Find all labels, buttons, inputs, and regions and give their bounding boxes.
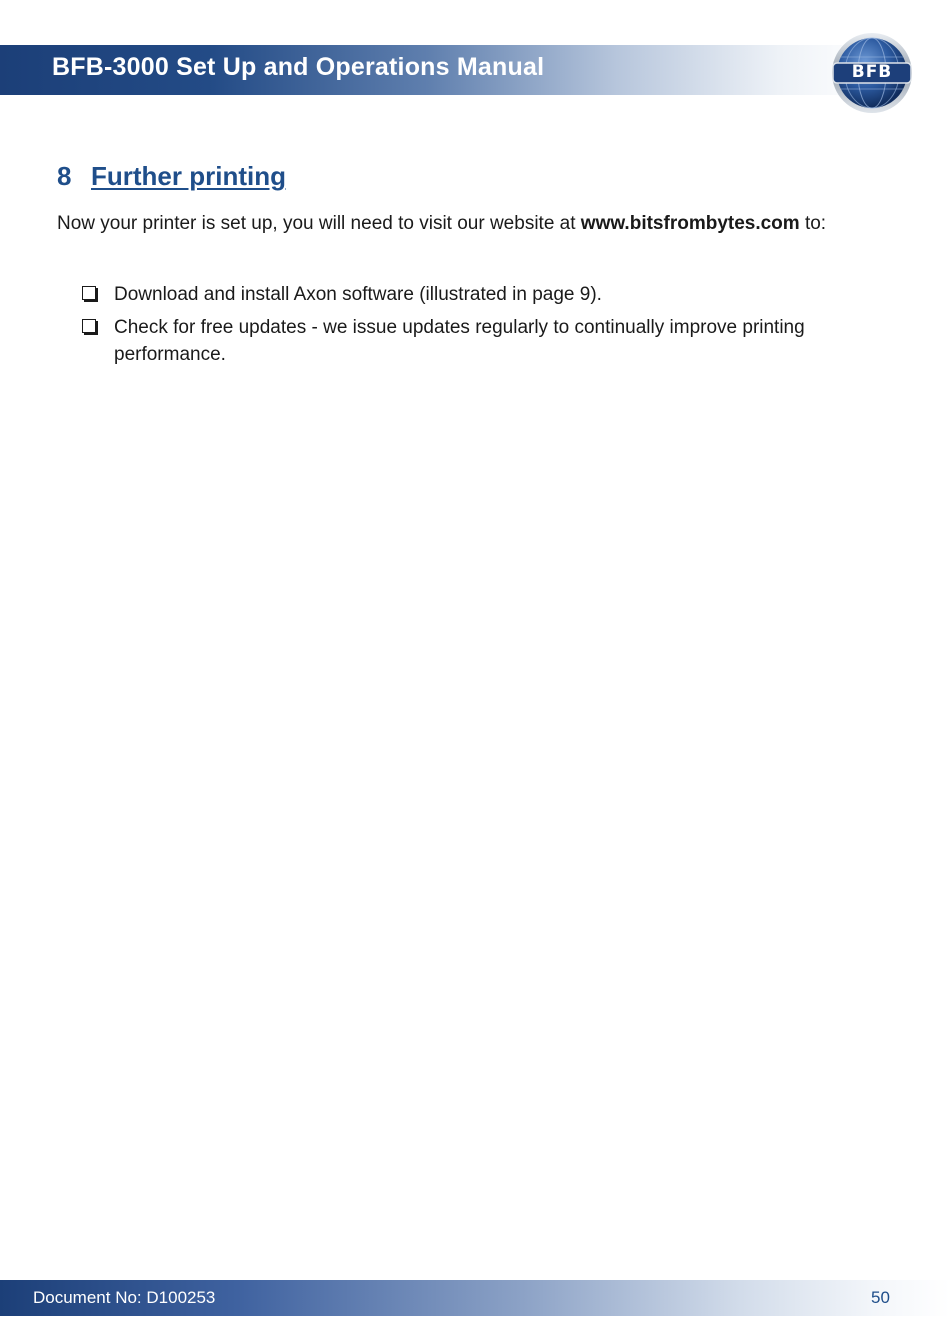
intro-text-before: Now your printer is set up, you will need to visit our website at	[57, 213, 581, 234]
page-number: 50	[871, 1288, 890, 1307]
document-number: Document No: D100253	[33, 1288, 216, 1307]
list-item-text: Check for free updates - we issue updates regularly to continually improve printing performance.	[114, 317, 805, 365]
list-item	[80, 314, 880, 368]
document-title: BFB-3000 Set Up and Operations Manual	[52, 53, 545, 81]
logo-text: BFB	[851, 62, 893, 82]
list-item-text: Download and install Axon software (illustrated in page 9).	[114, 284, 602, 305]
checkbox-icon	[82, 319, 96, 333]
section-title: Further printing	[91, 161, 286, 191]
checkbox-icon	[82, 286, 96, 300]
list-item	[80, 281, 880, 308]
checklist	[80, 281, 880, 374]
intro-paragraph	[57, 210, 877, 237]
section-heading	[57, 161, 286, 192]
intro-text-after: to:	[799, 213, 827, 234]
website-link[interactable]: www.bitsfrombytes.com	[580, 213, 800, 234]
section-number: 8	[57, 161, 72, 191]
